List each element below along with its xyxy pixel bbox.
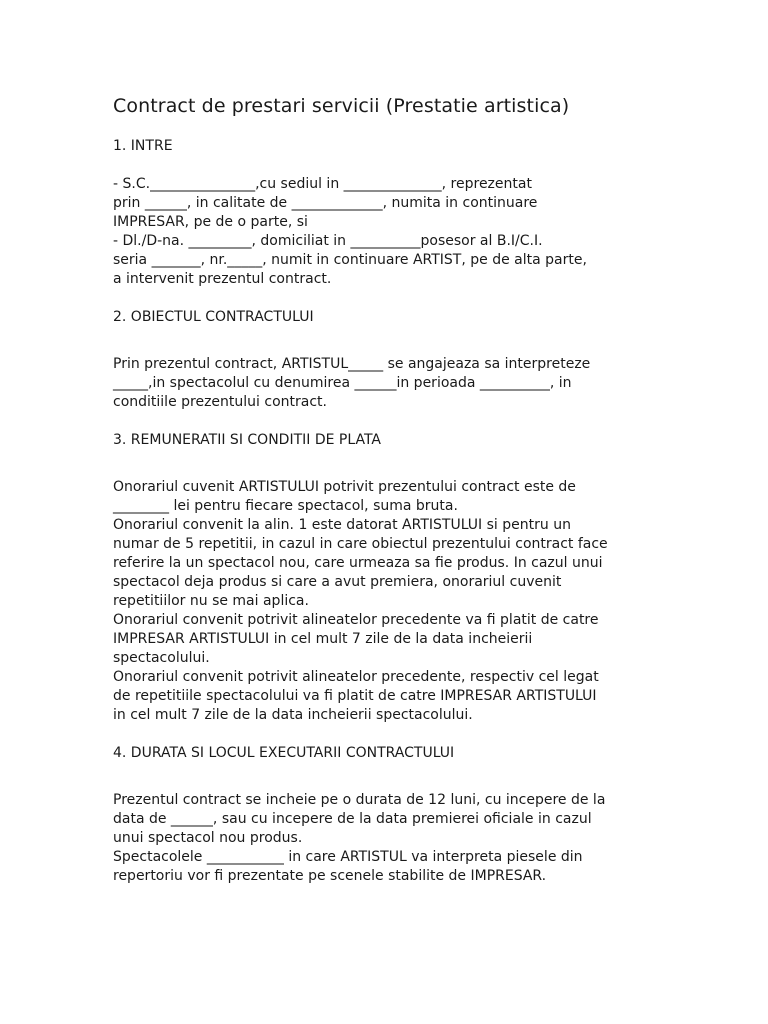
section-4-heading: 4. DURATA SI LOCUL EXECUTARII CONTRACTULUI [113,745,455,761]
document-page [113,93,653,886]
section-4-text: Prezentul contract se incheie pe o durata de 12 luni, cu incepere de la data de ______, sau cu incepere de la data premierei oficiale in cazul unui spectacol nou produs. Spectacolele ___________ in care ARTISTUL va interpreta piesele din repertoriu vor fi prezentate pe scenele stabilite de IMPRESAR. [113,792,606,884]
section-3-heading: 3. REMUNERATII SI CONDITII DE PLATA [113,432,382,448]
section-1-heading: 1. INTRE [113,138,173,154]
section-2-heading: 2. OBIECTUL CONTRACTULUI [113,309,314,325]
section-3-text: Onorariul cuvenit ARTISTULUI potrivit prezentului contract este de ________ lei pentru fiecare spectacol, suma bruta. Onorariul convenit la alin. 1 este datorat ARTISTULUI si pentru un numar de 5 repetitii, in cazul in care obiectul prezentului contract face referire la un spectacol nou, care urmeaza sa fie produs. In cazul unui spectacol deja produs si care a avut premiera, onorariul cuvenit repetitiilor nu se mai aplica. Onorariul convenit potrivit alineatelor precedente va fi platit de catre IMPRESAR ARTISTULUI in cel mult 7 zile de la data incheierii spectacolului. Onorariul convenit potrivit alineatelor precedente, respectiv cel legat de repetitiile spectacolului va fi platit de catre IMPRESAR ARTISTULUI in cel mult 7 zile de la data incheierii spectacolului. [113,479,608,723]
section-1-text: - S.C._______________,cu sediul in ______________, reprezentat prin ______, in calitate de _____________, numita in continuare IMPRESAR, pe de o parte, si - Dl./D-na. _________, domiciliat in __________posesor al B.I/C.I. seria _______, nr._____, numit in continuare ARTIST, pe de alta parte, a intervenit prezentul contract. [113,176,587,287]
document-title: Contract de prestari servicii (Prestatie artistica) [113,95,570,117]
section-2-text: Prin prezentul contract, ARTISTUL_____ se angajeaza sa interpreteze _____,in spectacolul cu denumirea ______in perioada __________, in conditiile prezentului contract. [113,356,591,410]
